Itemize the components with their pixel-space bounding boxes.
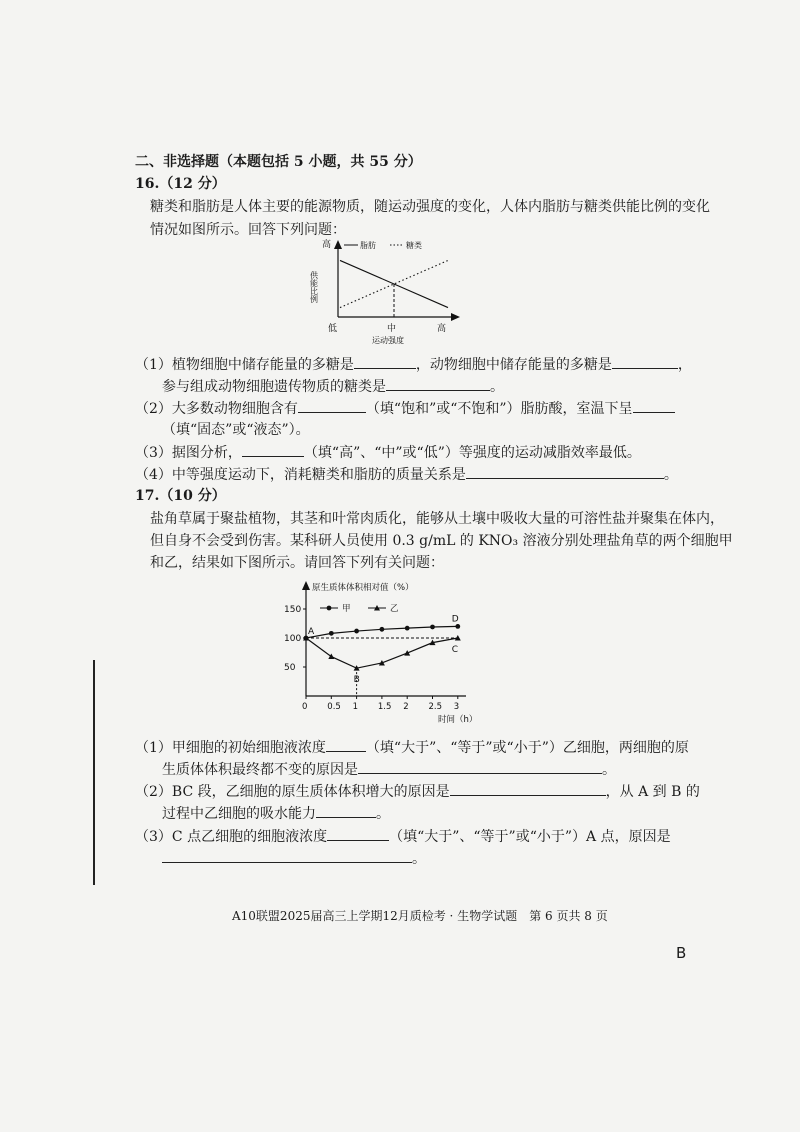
q16-part2-line2: （填“固态”或“液态”）。 [162,422,310,438]
corner-mark: B [676,944,687,962]
chart2-x-ticks [302,696,459,712]
q17-p2-text-b: ，从 A 到 B 的 [605,784,700,800]
q17-p3-blank-reason[interactable] [162,848,412,863]
q17-p2-text-d: 。 [376,806,390,822]
q16-p1-text-b: ，动物细胞中储存能量的多糖是 [415,357,612,373]
chart2-point-label-d: D [451,614,459,625]
q16-p1-text-e: 。 [490,379,504,395]
chart2-jia-point-5 [430,625,435,630]
chart1-x-tick-mid: 中 [387,324,397,334]
q17-number: 17.（10 分） [135,488,226,504]
q16-p2-text-a: （2）大多数动物细胞含有 [135,401,298,417]
q17-part2-line2 [162,803,390,824]
chart2-legend [320,604,399,614]
chart2-point-label-b: B [353,675,360,686]
chart2-y-tick-label-150: 150 [284,605,302,615]
chart2-point-label-c: C [451,645,459,655]
q17-p1-blank-concentration[interactable] [326,737,366,752]
q17-p3-text-c: 。 [412,851,426,867]
chart2-y-axis-title: 原生质体体积相对值（%） [312,583,414,593]
q16-p3-text-b: （填“高”、“中”或“低”）等强度的运动减脂效率最低。 [303,445,641,461]
chart2-y-tick-label-100: 100 [284,634,302,644]
q16-part1-line1 [135,354,692,375]
chart2-x-tick-label-0: 0 [302,702,308,712]
chart2-legend-jia-marker [327,606,332,611]
chart2-jia-point-1 [329,631,334,636]
q16-p1-text-c: ， [677,357,692,373]
q17-p3-text-a: （3）C 点乙细胞的细胞液浓度 [135,829,328,845]
energy-ratio-chart [300,235,470,345]
chart2-legend-jia: 甲 [342,604,351,614]
q17-part2-line1 [135,781,700,802]
chart2-x-tick-label-4: 2 [403,702,409,712]
q17-p2-text-c: 过程中乙细胞的吸水能力 [162,806,316,822]
q17-part3-line2 [162,848,426,869]
q17-p3-text-b: （填“大于”、“等于”或“小于”）A 点，原因是 [389,829,671,845]
q17-part1-line2 [162,759,616,780]
q17-p1-text-d: 。 [602,762,616,778]
chart2-x-tick-label-2: 1 [352,702,359,712]
q16-p1-text-d: 参与组成动物细胞遗传物质的糖类是 [162,379,386,395]
q17-p1-text-a: （1）甲细胞的初始细胞液浓度 [135,740,326,756]
q16-part4 [135,464,678,485]
chart2-x-tick-label-5: 2.5 [428,702,443,712]
chart1-legend-sugar: 糖类 [406,241,422,250]
chart2-x-tick-label-6: 3 [453,702,460,712]
q17-p1-text-b: （填“大于”、“等于”或“小于”）乙细胞，两细胞的原 [365,740,689,756]
q16-p1-blank-dna-sugar[interactable] [386,376,490,391]
chart2-jia-point-4 [405,626,410,631]
q17-p1-text-c: 生质体体积最终都不变的原因是 [162,762,358,778]
chart2-y-ticks [284,605,306,673]
q16-p2-text-b: （填“饱和”或“不饱和”）脂肪酸，室温下呈 [365,401,633,417]
q16-part2-line1 [135,398,675,419]
chart1-legend-fat: 脂肪 [360,241,376,250]
chart2-y-tick-label-50: 50 [284,663,296,673]
left-margin-rule [93,660,95,885]
q16-p1-blank-animal[interactable] [612,354,678,369]
q17-p2-blank-ability[interactable] [316,803,376,818]
chart2-x-tick-label-3: 1.5 [377,702,392,712]
chart2-jia-point-2 [354,629,359,634]
chart1-x-arrow [451,313,460,321]
q17-stem-line-3: 和乙，结果如下图所示。请回答下列有关问题： [150,555,444,571]
chart2-yi-point-6 [455,635,461,641]
q16-part1-line2 [162,376,504,397]
q16-p4-text-a: （4）中等强度运动下，消耗糖类和脂肪的质量关系是 [135,467,466,483]
q16-p1-text-a: （1）植物细胞中储存能量的多糖是 [135,357,354,373]
q17-p3-blank-concentration[interactable] [327,826,389,841]
chart1-x-axis-title: 运动强度 [372,336,404,345]
q17-p2-blank-reason[interactable] [450,781,606,796]
chart2-legend-yi: 乙 [390,604,399,614]
q16-stem-line-2: 情况如图所示。回答下列问题： [150,222,346,238]
chart1-y-axis-title: 供能比例 [309,271,319,303]
chart1-y-top-label: 高 [322,240,332,250]
q16-p4-blank-mass[interactable] [466,464,664,479]
q17-part1-line1 [135,737,689,758]
q17-p1-blank-reason[interactable] [358,759,602,774]
q17-stem-line-2: 但自身不会受到伤害。某科研人员使用 0.3 g/mL 的 KNO₃ 溶液分别处理盐角草的两个细胞甲 [150,533,733,549]
q16-stem-line-1: 糖类和脂肪是人体主要的能源物质，随运动强度的变化，人体内脂肪与糖类供能比例的变化 [150,199,710,215]
page-footer: A10联盟2025届高三上学期12月质检考 · 生物学试题 第 6 页共 8 页 [232,909,608,923]
chart2-y-arrow [302,581,310,590]
chart2-point-label-a: A [308,627,315,637]
q16-p3-text-a: （3）据图分析， [135,445,242,461]
chart2-jia-point-3 [380,627,385,632]
q16-part3 [135,442,641,463]
chart1-x-tick-low: 低 [328,324,338,334]
chart1-y-arrow [334,240,342,249]
q16-p4-text-b: 。 [663,467,678,483]
q16-number: 16.（12 分） [135,176,226,192]
q16-p1-blank-plant[interactable] [354,354,416,369]
chart2-x-tick-label-1: 0.5 [327,702,341,712]
q17-p2-text-a: （2）BC 段，乙细胞的原生质体体积增大的原因是 [135,784,450,800]
chart2-x-axis-title: 时间（h） [438,715,478,725]
q17-part3-line1 [135,826,671,847]
protoplast-volume-chart [280,578,500,726]
chart2-jia-point-6 [455,624,460,629]
q16-p2-blank-fatty-acid[interactable] [298,398,366,413]
q17-stem-line-1: 盐角草属于聚盐植物，其茎和叶常肉质化，能够从土壤中吸收大量的可溶性盐并聚集在体内， [150,511,724,527]
section-title: 二、非选择题（本题包括 5 小题，共 55 分） [135,154,422,170]
q16-p2-blank-state[interactable] [633,398,675,413]
chart1-x-tick-high: 高 [437,324,447,334]
q16-p3-blank-intensity[interactable] [242,442,304,457]
